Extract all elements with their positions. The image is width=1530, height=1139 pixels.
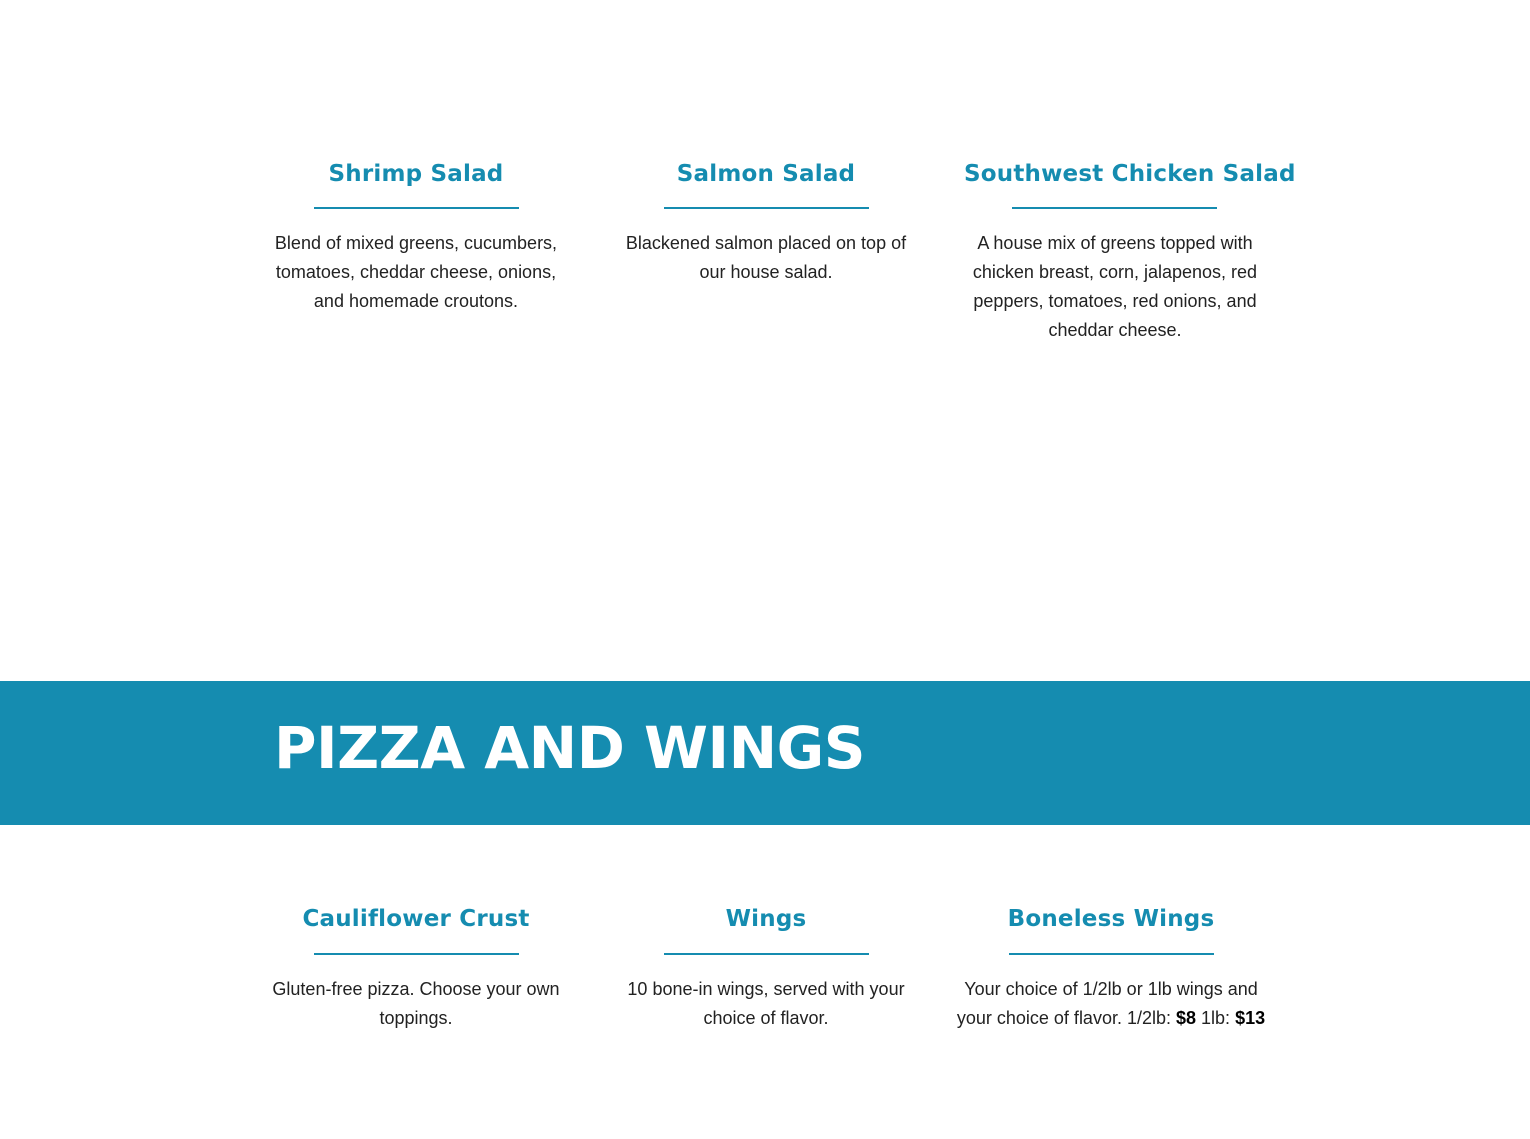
description-text: Your choice of 1/2lb or 1lb wings and your choice of flavor. 1/2lb:: [956, 979, 1258, 1028]
menu-item-description: A house mix of greens topped with chicken breast, corn, jalapenos, red peppers, tomatoes, red onions, and cheddar cheese.: [972, 233, 1258, 340]
price-half-pound: $8: [1176, 1008, 1197, 1028]
title-underline: [1009, 953, 1214, 955]
menu-card-boneless-wings: [951, 900, 1271, 1060]
menu-item-description: [951, 975, 1271, 1033]
menu-card-cauliflower-crust: [266, 900, 566, 1060]
title-underline: [314, 953, 519, 955]
menu-item-description: Gluten-free pizza. Choose your own toppings.: [272, 979, 560, 1028]
description-text: 1lb:: [1196, 1008, 1236, 1028]
title-underline: [664, 207, 869, 209]
menu-item-title: Shrimp Salad: [328, 161, 504, 187]
menu-item-description: Blend of mixed greens, cucumbers, tomatoes, cheddar cheese, onions, and homemade croutons.: [274, 233, 558, 311]
menu-item-description: Blackened salmon placed on top of our house salad.: [625, 233, 907, 282]
menu-item-title: Boneless Wings: [1007, 906, 1215, 932]
menu-item-title: Wings: [725, 906, 807, 932]
title-underline: [1012, 207, 1217, 209]
menu-item-title: Cauliflower Crust: [302, 906, 530, 932]
menu-item-description: 10 bone-in wings, served with your choice of flavor.: [627, 979, 905, 1028]
menu-item-title: Southwest Chicken Salad: [964, 161, 1296, 187]
menu-card-shrimp-salad: [266, 155, 566, 355]
menu-item-title: Salmon Salad: [676, 161, 856, 187]
menu-card-wings: [616, 900, 916, 1060]
title-underline: [664, 953, 869, 955]
price-one-pound: $13: [1235, 1008, 1266, 1028]
title-underline: [314, 207, 519, 209]
section-title: PIZZA AND WINGS: [274, 714, 866, 782]
menu-card-salmon-salad: [616, 155, 916, 355]
menu-card-southwest-chicken-salad: [964, 155, 1296, 375]
